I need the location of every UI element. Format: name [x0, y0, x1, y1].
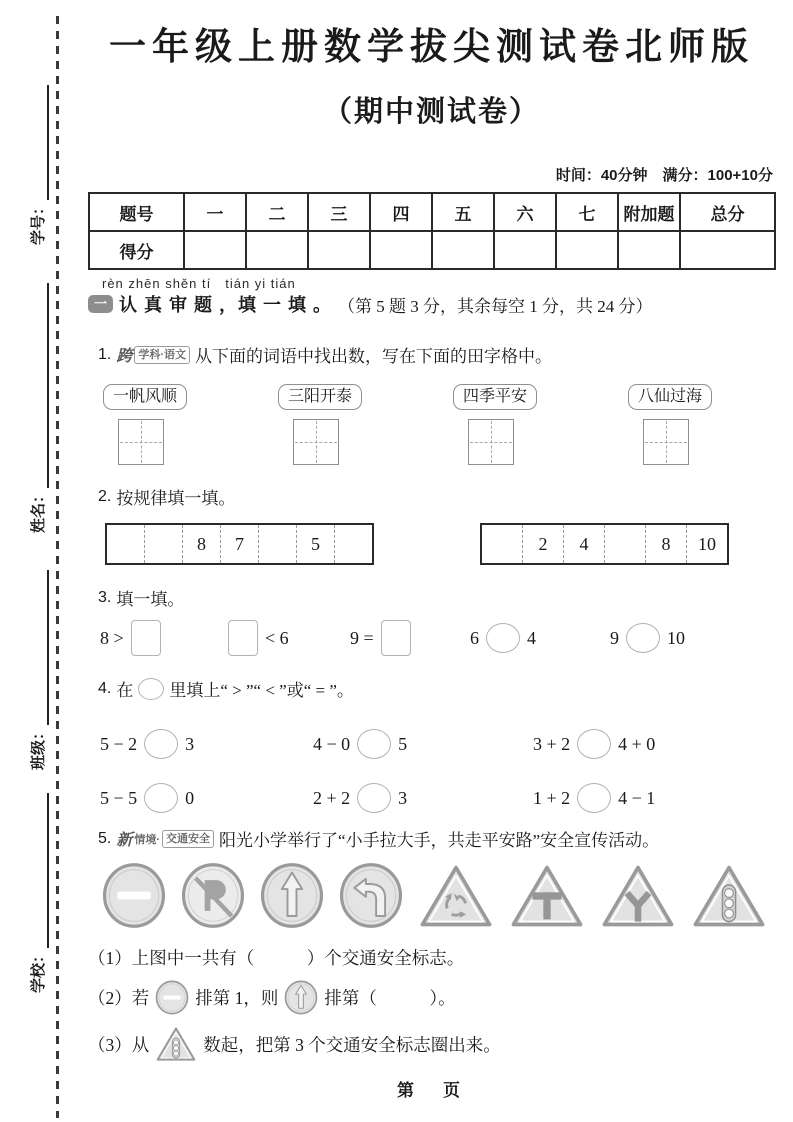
section-title: 认 真 审 题 ，填 一 填 。: [119, 295, 333, 315]
expression-right: 5: [398, 733, 408, 754]
sub-question-text: （3）从: [88, 1034, 150, 1055]
sub-question-text: 排第 1，则: [195, 988, 279, 1008]
expression-right: 3: [185, 733, 195, 754]
sequence-cell[interactable]: [107, 525, 144, 563]
sub-question-text: （1）上图中一共有（ ）个交通安全标志。: [88, 948, 465, 968]
expression-right: 4 + 0: [618, 733, 656, 754]
score-cell[interactable]: [184, 231, 246, 269]
answer-grid-box[interactable]: [293, 419, 339, 465]
score-table-score-row: [89, 231, 793, 269]
score-table-header-cell: 六: [494, 193, 556, 231]
question-4-row-2: [88, 778, 775, 820]
score-table-header-row: [89, 193, 793, 231]
sequence-cell[interactable]: 8: [645, 525, 686, 563]
question-5-number: 5.: [98, 829, 112, 847]
class-field[interactable]: [27, 570, 49, 770]
compare-expression: [313, 724, 407, 764]
question-5: [98, 826, 659, 851]
score-cell[interactable]: [308, 231, 370, 269]
compare-item: [470, 618, 536, 658]
expression-right: 3: [398, 787, 408, 808]
question-1-text: 从下面的词语中找出数，写在下面的田字格中。: [195, 347, 553, 366]
question-1: [98, 342, 552, 367]
answer-box[interactable]: [131, 620, 161, 656]
word-badge: 三阳开泰: [278, 384, 362, 410]
compare-expression: [100, 778, 194, 818]
tag-prefix: 新: [116, 832, 133, 849]
score-table-header-cell: 一: [184, 193, 246, 231]
traffic-light-sign-icon: [155, 1026, 197, 1062]
score-cell[interactable]: [556, 231, 618, 269]
compare-item: [228, 618, 289, 658]
score-table-header-cell: 七: [556, 193, 618, 231]
example-circle: [138, 678, 164, 700]
sequence-cell[interactable]: 5: [296, 525, 334, 563]
paper-content: [88, 0, 775, 1122]
question-3-items: [88, 618, 775, 660]
question-3-text: 填一填。: [116, 590, 185, 609]
expression-left: 5 − 2: [100, 733, 138, 754]
page-subtitle: （期中测试卷）: [322, 96, 540, 128]
sequence-cell[interactable]: 8: [182, 525, 220, 563]
answer-circle[interactable]: [577, 783, 611, 813]
compare-text: 9 =: [350, 627, 374, 648]
school-blank[interactable]: [33, 793, 49, 948]
score-table: [88, 192, 793, 270]
compare-text: 8 >: [100, 627, 124, 648]
straight-ahead-sign-icon: [284, 980, 318, 1015]
tag-label: 交通安全: [162, 830, 214, 848]
sequence-cell[interactable]: [144, 525, 182, 563]
student-number-label: 学号：: [30, 199, 47, 245]
class-label: 班级：: [30, 724, 47, 770]
traffic-light-sign-icon[interactable]: [691, 863, 767, 929]
expression-right: 4 − 1: [618, 787, 656, 808]
no-entry-sign-icon[interactable]: [102, 862, 166, 929]
page-footer: 第 页: [397, 1081, 466, 1100]
answer-grid-box[interactable]: [118, 419, 164, 465]
compare-expression: [313, 778, 407, 818]
compare-expression: [533, 724, 655, 764]
number-sequence-2: [480, 523, 729, 565]
class-blank[interactable]: [33, 570, 49, 725]
score-cell[interactable]: [680, 231, 775, 269]
answer-grid-box[interactable]: [468, 419, 514, 465]
section-pinyin: rèn zhēn shěn tí tián yi tián: [102, 276, 296, 291]
student-number-field[interactable]: [27, 85, 49, 245]
word-badge: 四季平安: [453, 384, 537, 410]
score-table-header-cell: 四: [370, 193, 432, 231]
no-entry-sign-icon: [155, 980, 189, 1015]
expression-left: 5 − 5: [100, 787, 138, 808]
score-cell[interactable]: [370, 231, 432, 269]
score-cell[interactable]: [494, 231, 556, 269]
cross-subject-tag: [116, 343, 190, 366]
question-3-number: 3.: [98, 588, 112, 606]
answer-circle[interactable]: [144, 783, 178, 813]
answer-box[interactable]: [228, 620, 258, 656]
question-5-text: 阳光小学举行了“小手拉大手，共走平安路”安全宣传活动。: [219, 831, 660, 850]
compare-text: 4: [527, 627, 536, 648]
binding-dashed-line: [56, 16, 59, 1118]
compare-text: < 6: [265, 627, 289, 648]
score-table-header-cell: 附加题: [618, 193, 680, 231]
score-row-label: 得分: [89, 231, 184, 269]
answer-grid-box[interactable]: [643, 419, 689, 465]
section-number-badge: 一: [88, 295, 113, 313]
answer-circle[interactable]: [626, 623, 660, 653]
sequence-cell[interactable]: 7: [220, 525, 258, 563]
answer-circle[interactable]: [357, 729, 391, 759]
sequence-cell[interactable]: [334, 525, 372, 563]
compare-text: 10: [667, 627, 685, 648]
answer-circle[interactable]: [357, 783, 391, 813]
score-table-header-cell: 三: [308, 193, 370, 231]
section-score-note: （第 5 题 3 分，其余每空 1 分，共 24 分）: [338, 296, 653, 316]
sequence-cell[interactable]: 2: [522, 525, 563, 563]
sub-question-text: （2）若: [88, 988, 150, 1008]
question-4-text-after: 里填上“ > ”“ < ”或“ = ”。: [169, 681, 354, 700]
question-4-number: 4.: [98, 679, 112, 697]
sequence-cell[interactable]: [482, 525, 522, 563]
student-name-label: 姓名：: [30, 487, 47, 533]
question-5-sub-1: [88, 945, 464, 970]
score-cell[interactable]: [246, 231, 308, 269]
question-4-row-1: [88, 724, 775, 766]
word-badge: 八仙过海: [628, 384, 712, 410]
y-junction-sign-icon[interactable]: [600, 863, 676, 929]
score-cell[interactable]: [432, 231, 494, 269]
compare-text: 9: [610, 627, 619, 648]
section-one-heading: [88, 291, 653, 317]
school-field[interactable]: [27, 793, 49, 993]
roundabout-sign-icon[interactable]: [418, 863, 494, 929]
sequence-row: [88, 523, 775, 565]
question-4: [98, 676, 354, 701]
sequence-cell[interactable]: 4: [563, 525, 604, 563]
compare-item: [610, 618, 685, 658]
student-name-blank[interactable]: [33, 283, 49, 488]
word-badges-row: [88, 384, 775, 412]
tag-prefix: 跨: [116, 348, 133, 365]
school-label: 学校：: [30, 947, 47, 993]
compare-expression: [533, 778, 655, 818]
student-number-blank[interactable]: [33, 85, 49, 200]
compare-item: [350, 618, 411, 658]
question-5-sub-3: [88, 1026, 501, 1062]
question-2-text: 按规律填一填。: [116, 489, 236, 508]
student-name-field[interactable]: [27, 283, 49, 533]
compare-item: [100, 618, 161, 658]
expression-left: 4 − 0: [313, 733, 351, 754]
tag-mid: 情境·: [134, 833, 161, 846]
question-4-text-before: 在: [116, 681, 134, 700]
t-junction-sign-icon[interactable]: [509, 863, 585, 929]
expression-right: 0: [185, 787, 195, 808]
answer-circle[interactable]: [486, 623, 520, 653]
expression-left: 2 + 2: [313, 787, 351, 808]
straight-ahead-sign-icon[interactable]: [260, 862, 324, 929]
number-sequence-1: [105, 523, 374, 565]
answer-circle[interactable]: [144, 729, 178, 759]
sequence-cell[interactable]: 10: [686, 525, 727, 563]
compare-text: 6: [470, 627, 479, 648]
sequence-cell[interactable]: [604, 525, 645, 563]
question-2-number: 2.: [98, 487, 112, 505]
compare-expression: [100, 724, 194, 764]
sub-question-text: 数起，把第 3 个交通安全标志圈出来。: [203, 1034, 501, 1055]
question-5-sub-2: [88, 980, 456, 1015]
score-table-header-cell: 二: [246, 193, 308, 231]
tag-label: 学科·语文: [134, 346, 190, 364]
score-table-header-cell: 总分: [680, 193, 775, 231]
score-cell[interactable]: [618, 231, 680, 269]
page-title: 一年级上册数学拔尖测试卷北师版: [109, 26, 754, 67]
expression-left: 3 + 2: [533, 733, 571, 754]
answer-box[interactable]: [381, 620, 411, 656]
word-badge: 一帆风顺: [103, 384, 187, 410]
no-parking-sign-icon[interactable]: [181, 862, 245, 929]
new-context-tag: [116, 827, 214, 850]
answer-circle[interactable]: [577, 729, 611, 759]
turn-left-sign-icon[interactable]: [339, 862, 403, 929]
sub-question-text: 排第（ ）。: [324, 988, 456, 1008]
traffic-signs-row: [102, 862, 767, 929]
score-table-header-cell: 题号: [89, 193, 184, 231]
question-1-number: 1.: [98, 345, 112, 363]
question-2: [98, 484, 235, 509]
exam-time-score-info: 时间：40分钟 满分：100+10分: [555, 167, 773, 184]
question-3: [98, 585, 184, 610]
score-table-header-cell: 五: [432, 193, 494, 231]
sequence-cell[interactable]: [258, 525, 296, 563]
tian-grid-row: [88, 419, 775, 467]
expression-left: 1 + 2: [533, 787, 571, 808]
